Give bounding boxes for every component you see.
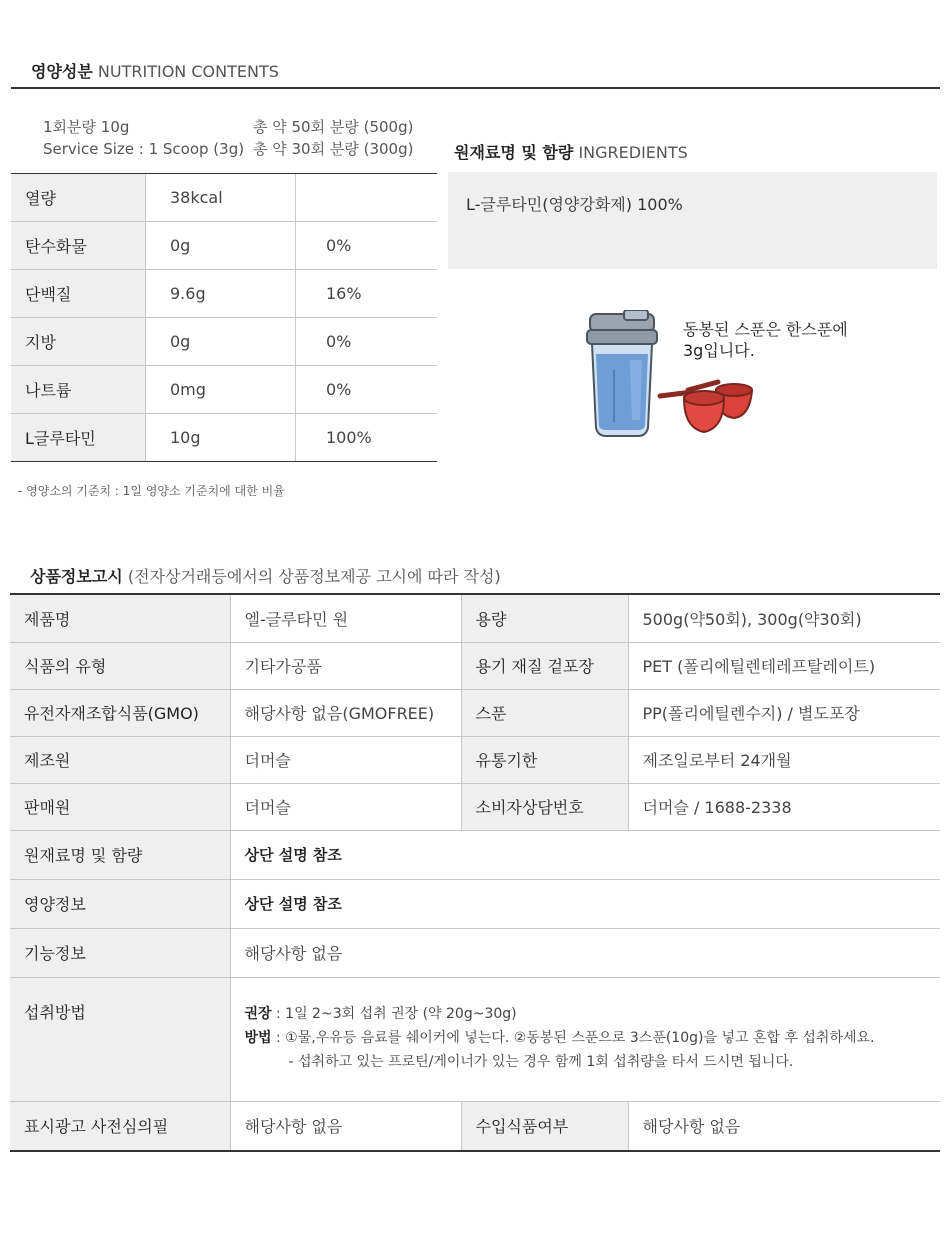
nutrient-percent: 100% xyxy=(296,414,438,462)
scoop-note xyxy=(683,319,848,361)
table-row xyxy=(11,366,437,414)
intake-method-key: 방법 xyxy=(244,1029,272,1046)
nutrient-label: 단백질 xyxy=(11,270,146,318)
scoop-note-line2: 3g입니다. xyxy=(683,341,755,360)
info-label: 유통기한 xyxy=(461,736,628,783)
info-value: 해당사항 없음 xyxy=(628,1101,940,1151)
info-label: 표시광고 사전심의필 xyxy=(10,1101,230,1151)
table-row xyxy=(11,414,437,462)
table-row xyxy=(11,318,437,366)
ingredients-box xyxy=(448,172,937,269)
info-label: 제품명 xyxy=(10,595,230,642)
nutrient-value: 0mg xyxy=(146,366,296,414)
info-value: 더머슬 xyxy=(230,783,461,830)
info-label: 기능정보 xyxy=(10,928,230,977)
table-row xyxy=(11,270,437,318)
info-label: 수입식품여부 xyxy=(461,1101,628,1151)
nutrient-percent: 0% xyxy=(296,366,438,414)
shaker-icon xyxy=(587,310,657,436)
nutrient-value: 0g xyxy=(146,318,296,366)
table-row xyxy=(11,174,437,222)
info-value: PET (폴리에틸렌테레프탈레이트) xyxy=(628,642,940,689)
info-label: 용량 xyxy=(461,595,628,642)
intake-method xyxy=(230,977,940,1101)
table-row xyxy=(11,222,437,270)
nutrition-top-rule xyxy=(11,87,940,89)
nutrient-label: 지방 xyxy=(11,318,146,366)
info-label: 식품의 유형 xyxy=(10,642,230,689)
nutrient-percent: 16% xyxy=(296,270,438,318)
info-value: 해당사항 없음(GMOFREE) xyxy=(230,689,461,736)
serving-left xyxy=(43,116,244,160)
nutrient-label: 탄수화물 xyxy=(11,222,146,270)
serving-right xyxy=(253,116,413,160)
table-row xyxy=(10,830,940,879)
info-label: 유전자재조합식품(GMO) xyxy=(10,689,230,736)
scoop-icon xyxy=(660,382,752,432)
info-value: 더머슬 / 1688-2338 xyxy=(628,783,940,830)
intake-method-text: : ①물,우유등 음료를 쉐이커에 넣는다. ②동봉된 스푼으로 3스푼(10g)을 넣고 혼합 후 섭취하세요. xyxy=(271,1029,875,1046)
product-info-title xyxy=(30,564,501,587)
intake-rec-key: 권장 xyxy=(244,1005,272,1022)
nutrient-label: 나트륨 xyxy=(11,366,146,414)
info-value: 엘-글루타민 원 xyxy=(230,595,461,642)
nutrient-value: 10g xyxy=(146,414,296,462)
info-value: 상단 설명 참조 xyxy=(230,830,940,879)
ingredients-title-en: INGREDIENTS xyxy=(578,143,688,162)
table-row xyxy=(10,689,940,736)
product-info-title-bold: 상품정보고시 xyxy=(30,567,123,586)
info-value: PP(폴리에틸렌수지) / 별도포장 xyxy=(628,689,940,736)
nutrient-percent: 0% xyxy=(296,222,438,270)
info-label: 원재료명 및 함량 xyxy=(10,830,230,879)
nutrition-table xyxy=(11,174,437,462)
info-value: 해당사항 없음 xyxy=(230,928,940,977)
nutrition-title-ko: 영양성분 xyxy=(31,62,93,81)
ingredients-title xyxy=(454,140,688,163)
nutrient-label: L글루타민 xyxy=(11,414,146,462)
table-row xyxy=(10,642,940,689)
ingredients-content: L-글루타민(영양강화제) 100% xyxy=(466,195,683,214)
servings-500g: 총 약 50회 분량 (500g) xyxy=(253,118,414,136)
info-label: 용기 재질 겉포장 xyxy=(461,642,628,689)
info-label: 판매원 xyxy=(10,783,230,830)
info-value: 기타가공품 xyxy=(230,642,461,689)
serving-size-scoop: Service Size : 1 Scoop (3g) xyxy=(43,140,245,158)
nutrition-footnote: - 영양소의 기준치 : 1일 영양소 기준치에 대한 비율 xyxy=(18,484,285,498)
nutrition-title xyxy=(31,59,279,82)
table-row xyxy=(10,1101,940,1151)
product-info-table xyxy=(10,595,940,1152)
info-value: 해당사항 없음 xyxy=(230,1101,461,1151)
ingredients-title-ko: 원재료명 및 함량 xyxy=(454,143,574,162)
table-row xyxy=(10,595,940,642)
info-value: 더머슬 xyxy=(230,736,461,783)
info-label: 영양정보 xyxy=(10,879,230,928)
product-info-title-sub: (전자상거래등에서의 상품정보제공 고시에 따라 작성) xyxy=(127,567,501,586)
nutrient-percent xyxy=(296,174,438,222)
nutrient-percent: 0% xyxy=(296,318,438,366)
table-row xyxy=(10,736,940,783)
intake-rec-text: : 1일 2~3회 섭취 권장 (약 20g~30g) xyxy=(271,1005,517,1022)
info-value: 상단 설명 참조 xyxy=(230,879,940,928)
info-label: 스푼 xyxy=(461,689,628,736)
table-row xyxy=(10,977,940,1101)
info-label: 제조원 xyxy=(10,736,230,783)
nutrient-value: 9.6g xyxy=(146,270,296,318)
info-value: 제조일로부터 24개월 xyxy=(628,736,940,783)
table-row xyxy=(10,879,940,928)
nutrient-value: 38kcal xyxy=(146,174,296,222)
nutrition-title-en: NUTRITION CONTENTS xyxy=(97,62,279,81)
info-label: 소비자상담번호 xyxy=(461,783,628,830)
servings-300g: 총 약 30회 분량 (300g) xyxy=(253,140,414,158)
table-row xyxy=(10,783,940,830)
nutrient-label: 열량 xyxy=(11,174,146,222)
intake-note: - 섭취하고 있는 프로틴/게이너가 있는 경우 함께 1회 섭취량을 타서 드시면 됩니다. xyxy=(288,1053,794,1070)
serving-size-g: 1회분량 10g xyxy=(43,118,130,136)
intake-method-line xyxy=(245,1026,927,1050)
scoop-note-line1: 동봉된 스푼은 한스푼에 xyxy=(683,320,848,339)
info-label: 섭취방법 xyxy=(10,977,230,1101)
table-row xyxy=(10,928,940,977)
intake-recommendation xyxy=(245,1002,927,1026)
nutrient-value: 0g xyxy=(146,222,296,270)
info-value: 500g(약50회), 300g(약30회) xyxy=(628,595,940,642)
